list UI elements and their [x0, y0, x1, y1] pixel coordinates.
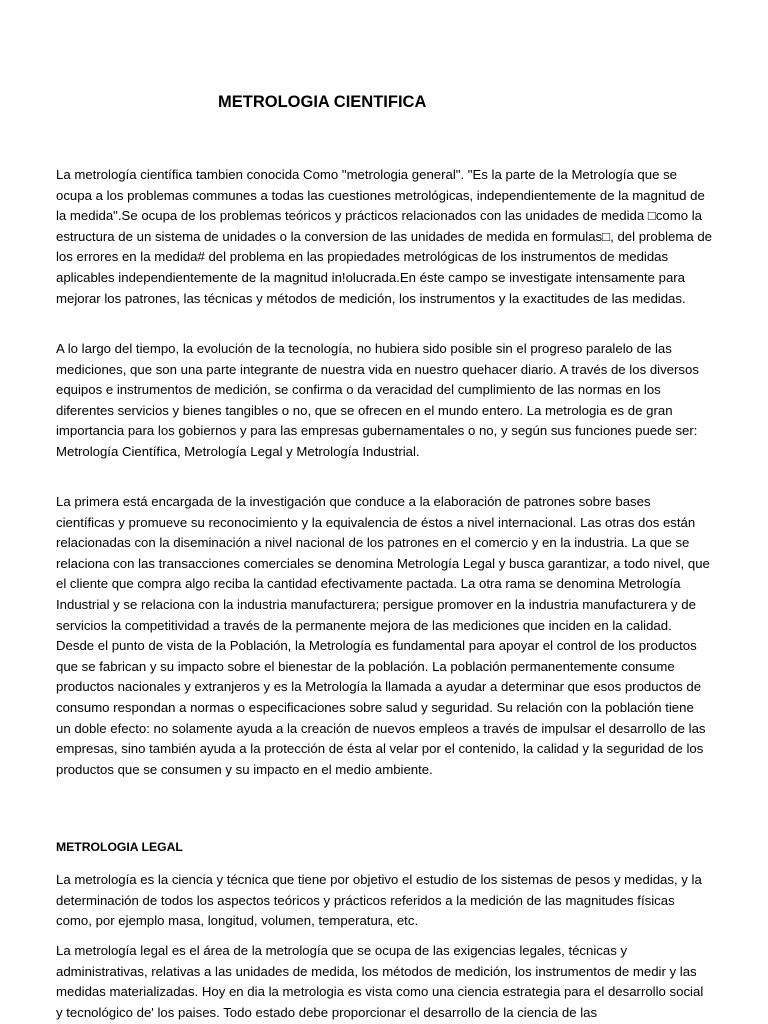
paragraph-metrology-definition: La metrología es la ciencia y técnica que tiene por objetivo el estudio de los sistemas de pesos y medidas, y la determinación de todos los aspectos teóricos y prácticos referidos a la medición de las magnitudes físicas como, por ejemplo masa, longitud, volumen, temperatura, etc.: [56, 872, 702, 929]
paragraph-legal-metrology: La metrología legal es el área de la metrología que se ocupa de las exigencias legales, técnicas y administrativas, relativas a las unidades de medida, los métodos de medición, los instrumentos de medir y las medidas materializadas. Hoy en dia la metrologia es vista como una ciencia estrategia para el desarrollo social y tecnológico de' los paises. Todo estado debe proporcionar el desarrollo de la ciencia de las: [56, 943, 704, 1020]
paragraph-metrology-branches: La primera está encargada de la investigación que conduce a la elaboración de patrones sobre bases científicas y promueve su reconocimiento y la equivalencia de éstos a nivel internacional. Las otras dos están relacionadas con la diseminación a nivel nacional de los patrones en el comercio y en la industria. La que se relaciona con las transacciones comerciales se denomina Metrología Legal y busca garantizar, a todo nivel, que el cliente que compra algo reciba la cantidad efectivamente pactada. La otra rama se denomina Metrología Industrial y se relaciona con la industria manufacturera; persigue promover en la industria manufacturera y de servicios la competitividad a través de la permanente mejora de las mediciones que inciden en la calidad. Desde el punto de vista de la Población, la Metrología es fundamental para apoyar el control de los productos que se fabrican y su impacto sobre el bienestar de la población. La población permanentemente consume productos nacionales y extranjeros y es la Metrología la llamada a ayudar a determinar que esos productos de consumo respondan a normas o especificaciones sobre salud y seguridad. Su relación con la población tiene un doble efecto: no solamente ayuda a la creación de nuevos empleos a través de impulsar el desarrollo de las empresas, sino también ayuda a la protección de ésta al velar por el contenido, la calidad y la seguridad de los productos que se consumen y su impacto en el medio ambiente.: [56, 494, 710, 777]
paragraph-scientific-intro: La metrología científica tambien conocida Como "metrologia general". "Es la parte de la Metrología que se ocupa a los problemas communes a todas las cuestiones metrológicas, independientemente de la magnitud de la medida".Se ocupa de los problemas teóricos y prácticos relacionados con las unidades de medida □como la estructura de un sistema de unidades o la conversion de las unidades de medida en formulas□, del problema de los errores en la medida# del problema en las propiedades metrológicas de los instrumentos de medidas aplicables independientemente de la magnitud in!olucrada.En éste campo se investigate intensamente para mejorar los patrones, las técnicas y métodos de medición, los instrumentos y la exactitudes de las medidas.: [56, 167, 713, 306]
document-title: METROLOGIA CIENTIFICA: [218, 93, 427, 111]
paragraph-technology-evolution: A lo largo del tiempo, la evolución de la tecnología, no hubiera sido posible sin el progreso paralelo de las mediciones, que son una parte integrante de nuestra vida en nuestro quehacer diario. A través de los diversos equipos e instrumentos de medición, se confirma o da veracidad del cumplimiento de las normas en los diferentes servicios y bienes tangibles o no, que se ofrecen en el mundo entero. La metrologia es de gran importancia para los gobiernos y para las empresas gubernamentales o no, y según sus funciones puede ser: Metrología Científica, Metrología Legal y Metrología Industrial.: [56, 341, 699, 459]
section-heading-legal: METROLOGIA LEGAL: [56, 840, 183, 854]
